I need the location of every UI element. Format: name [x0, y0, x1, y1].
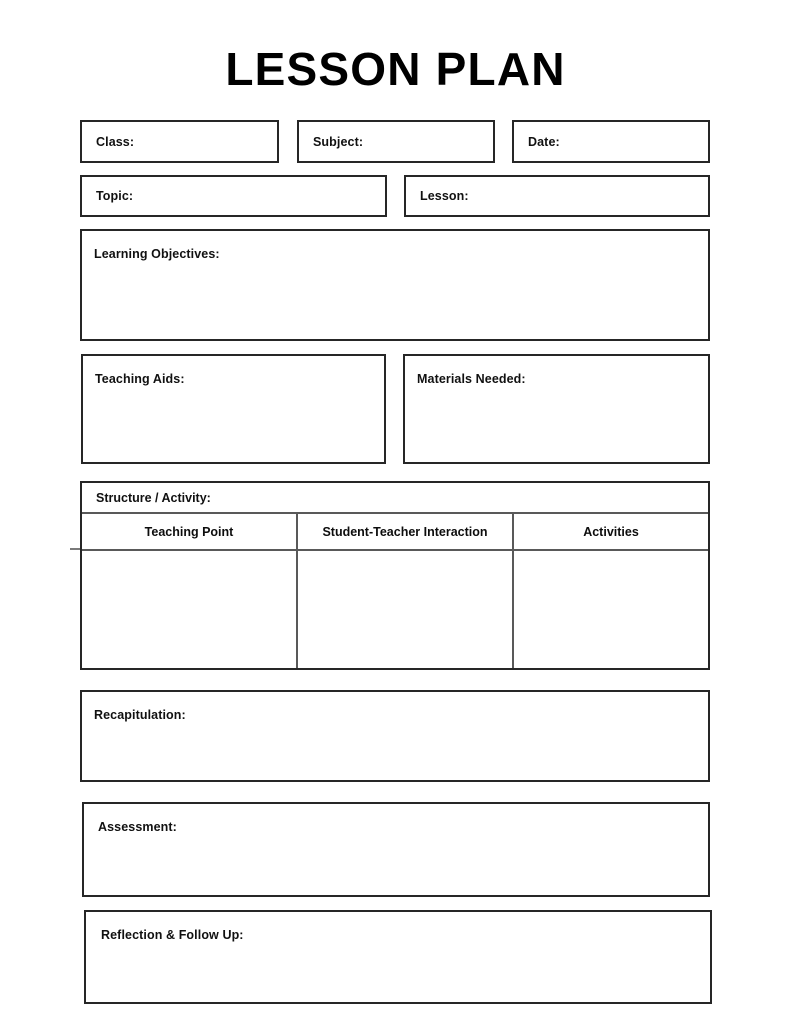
field-materials-needed[interactable]	[403, 354, 710, 464]
field-materials-needed-label: Materials Needed:	[417, 372, 526, 386]
page-title: LESSON PLAN	[225, 43, 566, 95]
structure-activity-caption-label: Structure / Activity:	[96, 490, 211, 505]
field-lesson[interactable]	[404, 175, 710, 217]
field-reflection-follow-up[interactable]	[84, 910, 712, 1004]
column-header-activities: Activities	[512, 514, 708, 549]
field-teaching-aids-label: Teaching Aids:	[95, 372, 185, 386]
field-assessment[interactable]	[82, 802, 710, 897]
table-cell-teaching-point[interactable]	[82, 551, 296, 668]
field-recapitulation[interactable]	[80, 690, 710, 782]
field-teaching-aids[interactable]	[81, 354, 386, 464]
structure-activity-caption	[82, 483, 708, 514]
field-recapitulation-label: Recapitulation:	[94, 708, 186, 722]
field-learning-objectives-label: Learning Objectives:	[94, 247, 220, 261]
field-class-label: Class:	[96, 134, 135, 149]
field-learning-objectives[interactable]	[80, 229, 710, 341]
field-subject-label: Subject:	[313, 134, 364, 149]
column-header-student-teacher-interaction: Student-Teacher Interaction	[296, 514, 512, 549]
structure-activity-table	[80, 481, 710, 670]
field-class[interactable]	[80, 120, 279, 163]
field-lesson-label: Lesson:	[420, 189, 469, 203]
field-reflection-follow-up-label: Reflection & Follow Up:	[101, 928, 244, 942]
field-topic-label: Topic:	[96, 189, 134, 203]
field-date-label: Date:	[528, 134, 560, 149]
column-header-teaching-point: Teaching Point	[144, 524, 234, 539]
table-header-row	[82, 514, 708, 551]
field-assessment-label: Assessment:	[98, 820, 177, 834]
table-cell-activities[interactable]	[512, 551, 708, 668]
table-cell-student-teacher-interaction[interactable]	[296, 551, 512, 668]
field-topic[interactable]	[80, 175, 387, 217]
field-subject[interactable]	[297, 120, 495, 163]
table-body	[82, 551, 708, 668]
field-date[interactable]	[512, 120, 710, 163]
